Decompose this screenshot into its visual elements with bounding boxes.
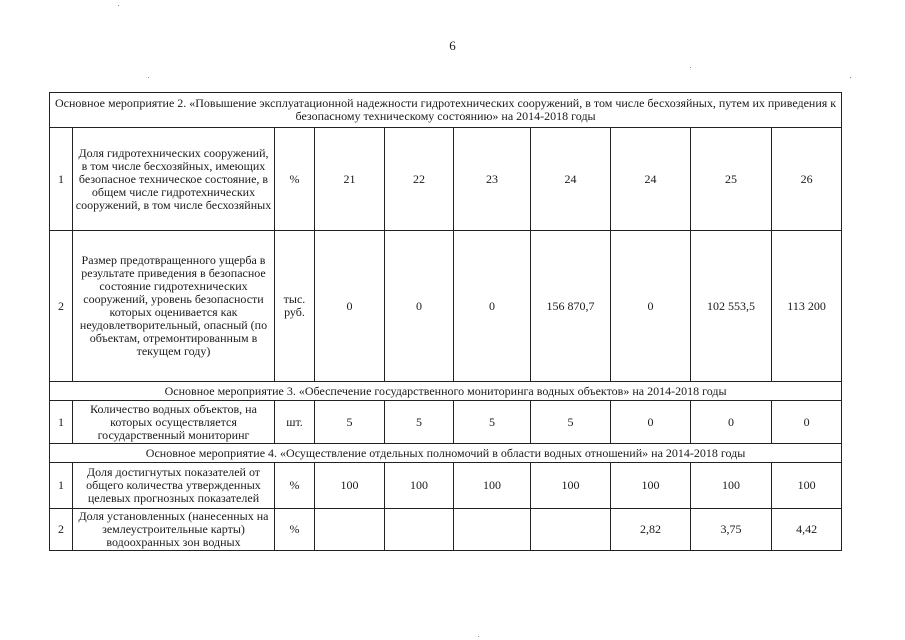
- value-cell: 100: [454, 463, 531, 509]
- table-row: [50, 231, 842, 382]
- section-title: Основное мероприятие 4. «Осуществление отдельных полномочий в области водных отношений» на 2014-2018 годы: [50, 444, 842, 463]
- table-row: [50, 509, 842, 551]
- value-cell: 0: [691, 401, 772, 444]
- value-cell: 0: [315, 231, 385, 382]
- indicator-description: Размер предотвращенного ущерба в результате приведения в безопасное состояние гидротехнических сооружений, уровень безопасности которых оценивается как неудовлетворительный, опасный (по объектам, отремонтированным в текущем году): [73, 231, 275, 382]
- value-cell: 22: [385, 128, 454, 231]
- section-title: Основное мероприятие 3. «Обеспечение государственного мониторинга водных объектов» на 2014-2018 годы: [50, 382, 842, 401]
- scan-speck: [478, 636, 479, 637]
- unit-cell: тыс. руб.: [275, 231, 315, 382]
- unit-cell: %: [275, 128, 315, 231]
- value-cell: 2,82: [611, 509, 691, 551]
- indicator-description: Доля гидротехнических сооружений, в том числе бесхозяйных, имеющих безопасное техническое состояние, в общем числе гидротехнических сооружений, в том числе бесхозяйных: [73, 128, 275, 231]
- value-cell: 5: [454, 401, 531, 444]
- unit-cell: шт.: [275, 401, 315, 444]
- value-cell: 0: [611, 401, 691, 444]
- unit-cell: %: [275, 509, 315, 551]
- indicators-table: [49, 92, 842, 551]
- section-header-row: [50, 382, 842, 401]
- scan-speck: [148, 77, 149, 78]
- value-cell: 100: [691, 463, 772, 509]
- value-cell: 100: [531, 463, 611, 509]
- value-cell: 5: [385, 401, 454, 444]
- table-row: [50, 128, 842, 231]
- value-cell: [531, 509, 611, 551]
- value-cell: 3,75: [691, 509, 772, 551]
- value-cell: 24: [531, 128, 611, 231]
- value-cell: 4,42: [772, 509, 842, 551]
- row-number: 2: [50, 509, 73, 551]
- value-cell: 0: [611, 231, 691, 382]
- value-cell: 25: [691, 128, 772, 231]
- section-header-row: [50, 444, 842, 463]
- unit-cell: %: [275, 463, 315, 509]
- row-number: 2: [50, 231, 73, 382]
- value-cell: 113 200: [772, 231, 842, 382]
- section-header-row: [50, 93, 842, 128]
- value-cell: 102 553,5: [691, 231, 772, 382]
- value-cell: 0: [454, 231, 531, 382]
- section-title: Основное мероприятие 2. «Повышение эксплуатационной надежности гидротехнических сооружений, в том числе бесхозяйных, путем их приведения к безопасному техническому состоянию» на 2014-2018 годы: [50, 93, 842, 128]
- value-cell: [385, 509, 454, 551]
- value-cell: 100: [611, 463, 691, 509]
- value-cell: 21: [315, 128, 385, 231]
- indicator-description: Доля достигнутых показателей от общего количества утвержденных целевых прогнозных показателей: [73, 463, 275, 509]
- value-cell: 26: [772, 128, 842, 231]
- page-number: 6: [449, 38, 456, 53]
- value-cell: 23: [454, 128, 531, 231]
- value-cell: 5: [315, 401, 385, 444]
- scan-speck: [118, 5, 119, 6]
- value-cell: 24: [611, 128, 691, 231]
- value-cell: 0: [385, 231, 454, 382]
- indicator-description: Доля установленных (нанесенных на землеустроительные карты) водоохранных зон водных: [73, 509, 275, 551]
- value-cell: 100: [385, 463, 454, 509]
- value-cell: 100: [772, 463, 842, 509]
- value-cell: 100: [315, 463, 385, 509]
- scan-speck: [690, 67, 691, 68]
- table-row: [50, 401, 842, 444]
- value-cell: 5: [531, 401, 611, 444]
- indicator-description: Количество водных объектов, на которых осуществляется государственный мониторинг: [73, 401, 275, 444]
- row-number: 1: [50, 128, 73, 231]
- value-cell: 0: [772, 401, 842, 444]
- value-cell: [454, 509, 531, 551]
- value-cell: [315, 509, 385, 551]
- row-number: 1: [50, 401, 73, 444]
- scan-speck: [850, 77, 851, 78]
- row-number: 1: [50, 463, 73, 509]
- value-cell: 156 870,7: [531, 231, 611, 382]
- table-row: [50, 463, 842, 509]
